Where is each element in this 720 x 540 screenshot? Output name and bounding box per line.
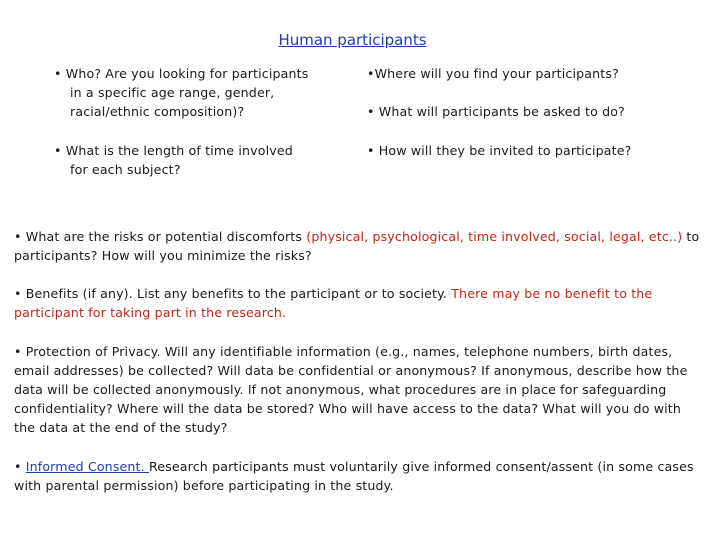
risks-suffix: to participants? How will you minimize the risks? bbox=[14, 229, 700, 263]
length-line-1: • What is the length of time involved bbox=[54, 143, 293, 158]
consent-paragraph bbox=[14, 457, 704, 495]
risks-prefix: • What are the risks or potential discomforts bbox=[14, 229, 307, 244]
asked-question: • What will participants be asked to do? bbox=[367, 104, 625, 119]
informed-consent-link[interactable]: Informed Consent. bbox=[25, 459, 149, 474]
risks-paragraph bbox=[14, 227, 704, 265]
benefits-prefix: • Benefits (if any). List any benefits to the participant or to society. bbox=[14, 286, 452, 301]
invited-question: • How will they be invited to participate? bbox=[367, 143, 632, 158]
who-line-1: • Who? Are you looking for participants bbox=[54, 66, 309, 81]
benefits-paragraph bbox=[14, 284, 704, 322]
who-line-2: in a specific age range, gender, bbox=[70, 85, 275, 100]
length-line-2: for each subject? bbox=[70, 162, 181, 177]
privacy-paragraph: • Protection of Privacy. Will any identifiable information (e.g., names, telephone numbers, birth dates, email addresses) be collected? Will data be confidential or anonymous? If anonymous, describe how the data will be collected anonymously. If not anonymous, what procedures are in place for safeguarding confidentiality? Where will the data be stored? Who will have access to the data? What will you do with the data at the end of the study? bbox=[14, 344, 688, 435]
benefits-highlight: There may be no benefit to the participant for taking part in the research. bbox=[14, 286, 653, 320]
risks-highlight: (physical, psychological, time involved, social, legal, etc..) bbox=[306, 229, 683, 244]
page-title: Human participants bbox=[278, 31, 427, 49]
where-question: •Where will you find your participants? bbox=[367, 66, 619, 81]
consent-text: Research participants must voluntarily give informed consent/assent (in some cases with parental permission) before participating in the study. bbox=[14, 459, 694, 493]
consent-bullet: • bbox=[14, 459, 26, 474]
who-question bbox=[54, 64, 344, 121]
who-line-3: racial/ethnic composition)? bbox=[70, 104, 245, 119]
length-question bbox=[54, 141, 344, 179]
